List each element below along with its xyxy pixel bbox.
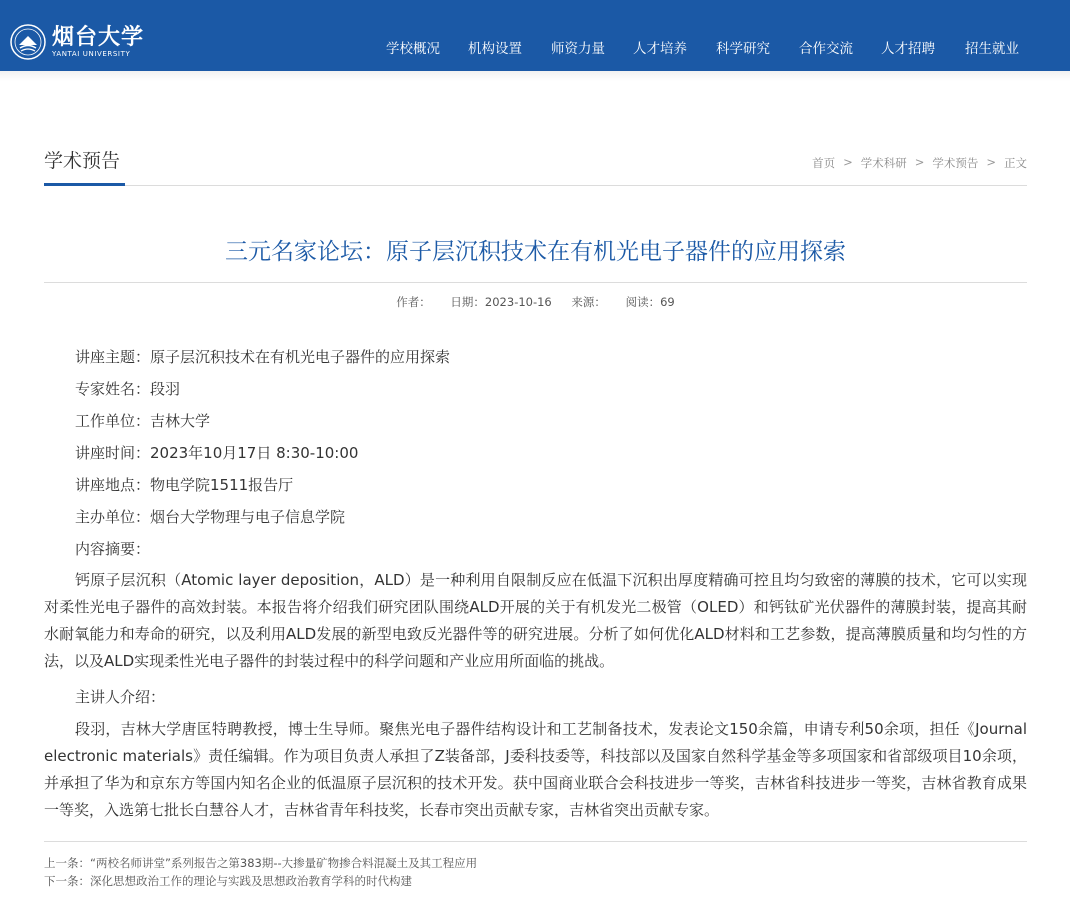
info-time: 讲座时间：2023年10月17日 8:30-10:00 bbox=[75, 444, 359, 462]
next-article-link[interactable]: 深化思想政治工作的理论与实践及思想政治教育学科的时代构建 bbox=[90, 874, 412, 888]
speaker-heading: 主讲人介绍： bbox=[75, 688, 166, 706]
nav-item-education[interactable]: 人才培养 bbox=[633, 41, 687, 57]
breadcrumb-current: 正文 bbox=[1004, 156, 1027, 170]
breadcrumb-separator: > bbox=[843, 155, 853, 169]
breadcrumb-separator: > bbox=[914, 155, 925, 169]
nav-item-cooperation[interactable]: 合作交流 bbox=[799, 41, 853, 57]
article-meta bbox=[44, 294, 1027, 310]
breadcrumb-home[interactable]: 首页 bbox=[812, 156, 836, 170]
university-logo[interactable] bbox=[10, 20, 144, 64]
section-title-underline bbox=[44, 183, 125, 186]
meta-source: 来源： bbox=[571, 295, 606, 309]
prev-article bbox=[44, 855, 477, 871]
logo-chinese-name: 烟台大学 bbox=[52, 24, 145, 50]
nav-item-organization[interactable]: 机构设置 bbox=[468, 41, 522, 57]
breadcrumb bbox=[812, 155, 1027, 171]
meta-date: 日期：2023-10-16 bbox=[450, 295, 552, 309]
next-article bbox=[44, 873, 412, 889]
nav-item-recruitment[interactable]: 人才招聘 bbox=[881, 41, 935, 57]
logo-english-name: YANTAI UNIVERSITY bbox=[52, 50, 131, 58]
logo-text bbox=[52, 26, 144, 58]
title-divider bbox=[44, 282, 1027, 283]
nav-item-admissions[interactable]: 招生就业 bbox=[965, 41, 1019, 57]
abstract-heading: 内容摘要： bbox=[75, 540, 151, 558]
nav-item-research[interactable]: 科学研究 bbox=[716, 41, 770, 57]
info-expert: 专家姓名：段羽 bbox=[75, 380, 181, 398]
section-title: 学术预告 bbox=[44, 150, 121, 172]
breadcrumb-separator: > bbox=[986, 155, 996, 169]
breadcrumb-research[interactable]: 学术科研 bbox=[860, 156, 907, 170]
prev-article-link[interactable]: “两校名师讲堂”系列报告之第383期--大掺量矿物掺合料混凝土及其工程应用 bbox=[90, 856, 478, 870]
speaker-paragraph: 段羽，吉林大学唐匡特聘教授，博士生导师。聚焦光电子器件结构设计和工艺制备技术，发表论文150余篇，申请专利50余项，担任《Journal electronic materials》责任编辑。作为项目负责人承担了Z装备部，J委科技委等，科技部以及国家自然科学基金等多项国家和省部级项目10余项，并承担了华为和京东方等国内知名企业的低温原子层沉积的技术开发。获中国商业联合会科技进步一等奖，吉林省科技进步一等奖，吉林省教育成果一等奖，入选第七批长白慧谷人才，吉林省青年科技奖，长春市突出贡献专家，吉林省突出贡献专家。 bbox=[44, 720, 1027, 819]
info-affiliation: 工作单位：吉林大学 bbox=[75, 412, 211, 430]
nav-item-school-overview[interactable]: 学校概况 bbox=[386, 41, 440, 57]
info-topic: 讲座主题：原子层沉积技术在有机光电子器件的应用探索 bbox=[75, 348, 451, 366]
info-location: 讲座地点：物电学院1511报告厅 bbox=[75, 476, 294, 494]
breadcrumb-academic-notice[interactable]: 学术预告 bbox=[932, 156, 979, 170]
prev-label: 上一条： bbox=[44, 856, 90, 870]
meta-views: 阅读：69 bbox=[625, 295, 675, 309]
article-title: 三元名家论坛：原子层沉积技术在有机光电子器件的应用探索 bbox=[225, 239, 846, 265]
abstract-paragraph: 钙原子层沉积（Atomic layer deposition，ALD）是一种利用自限制反应在低温下沉积出厚度精确可控且均匀致密的薄膜的技术，它可以实现对柔性光电子器件的高效封装。本报告将介绍我们研究团队围绕ALD开展的关于有机发光二极管（OLED）和钙钛矿光伏器件的薄膜封装，提高其耐水耐氧能力和寿命的研究，以及利用ALD发展的新型电致反光器件等的研究进展。分析了如何优化ALD材料和工艺参数，提高薄膜质量和均匀性的方法，以及ALD实现柔性光电子器件的封装过程中的科学问题和产业应用所面临的挑战。 bbox=[44, 571, 1027, 670]
section-divider bbox=[44, 185, 1027, 186]
university-emblem-icon bbox=[10, 24, 46, 60]
info-host: 主办单位：烟台大学物理与电子信息学院 bbox=[75, 508, 346, 526]
next-label: 下一条： bbox=[44, 874, 90, 888]
footer-divider bbox=[44, 841, 1027, 842]
meta-author: 作者： bbox=[396, 295, 431, 309]
top-navigation-bar bbox=[0, 0, 1070, 71]
header-shadow bbox=[0, 71, 1070, 81]
nav-item-faculty[interactable]: 师资力量 bbox=[551, 41, 605, 57]
